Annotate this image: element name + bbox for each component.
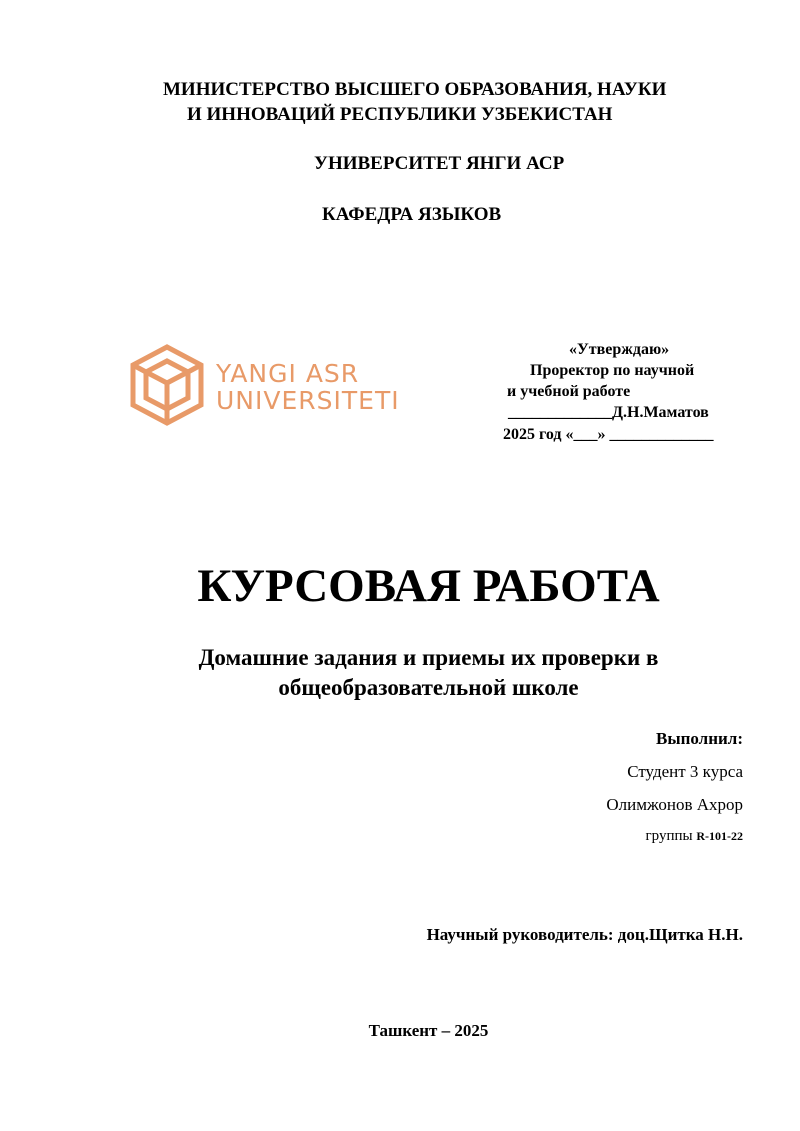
document-subtitle-line-1: Домашние задания и приемы их проверки в	[198, 645, 659, 670]
approval-heading: «Утверждаю»	[569, 341, 670, 358]
group-code: R-101-22	[696, 829, 743, 843]
author-label: Выполнил:	[655, 729, 743, 748]
department-name: КАФЕДРА ЯЗЫКОВ	[322, 204, 502, 225]
approval-signature-line: _____________Д.Н.Маматов	[508, 404, 709, 421]
approval-position: Проректор по научной	[530, 362, 695, 379]
logo-text-line-1: YANGI ASR	[216, 359, 360, 388]
university-name: УНИВЕРСИТЕТ ЯНГИ АСР	[314, 153, 565, 174]
supervisor: Научный руководитель: доц.Щитка Н.Н.	[426, 925, 743, 944]
ministry-line-2: И ИННОВАЦИЙ РЕСПУБЛИКИ УЗБЕКИСТАН	[187, 104, 613, 125]
university-logo	[128, 344, 408, 426]
approval-position-cont: и учебной работе	[507, 383, 631, 400]
author-group	[645, 828, 743, 845]
document-title: КУРСОВАЯ РАБОТА	[197, 560, 660, 612]
author-course: Студент 3 курса	[627, 762, 743, 781]
logo-text-line-2: UNIVERSITETI	[216, 386, 400, 415]
document-subtitle-line-2: общеобразовательной школе	[278, 675, 579, 700]
isometric-cube-logo-icon	[128, 344, 206, 426]
city-year: Ташкент – 2025	[368, 1021, 489, 1040]
ministry-line-1: МИНИСТЕРСТВО ВЫСШЕГО ОБРАЗОВАНИЯ, НАУКИ	[163, 79, 667, 100]
approval-date-line: 2025 год «___» _____________	[503, 426, 714, 443]
author-name: Олимжонов Ахрор	[606, 795, 743, 814]
group-label: группы	[645, 828, 697, 844]
